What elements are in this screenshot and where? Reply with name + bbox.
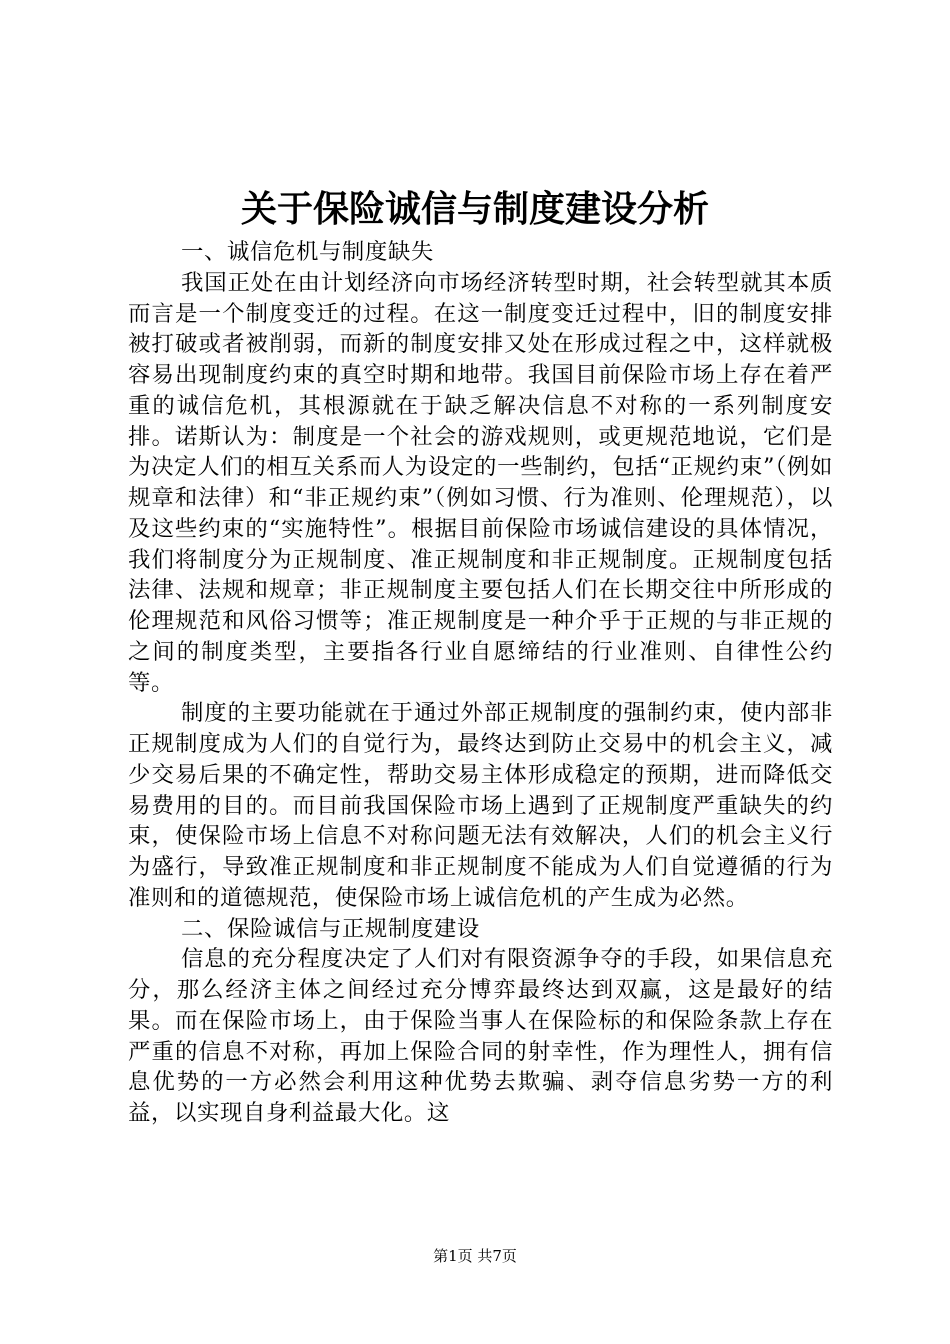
section-1-paragraph-1: 我国正处在由计划经济向市场经济转型时期，社会转型就其本质而言是一个制度变迁的过程。在这一制度变迁过程中，旧的制度安排被打破或者被削弱，而新的制度安排又处在形成过程之中，这样就极容易出现制度约束的真空时期和地带。我国目前保险市场上存在着严重的诚信危机，其根源就在于缺乏解决信息不对称的一系列制度安排。诺斯认为：制度是一个社会的游戏规则，或更规范地说，它们是为决定人们的相互关系而人为设定的一些制约，包括“正规约束”（例如规章和法律）和“非正规约束”（例如习惯、行为准则、伦理规范），以及这些约束的“实施特性”。根据目前保险市场诚信建设的具体情况，我们将制度分为正规制度、准正规制度和非正规制度。正规制度包括法律、法规和规章；非正规制度主要包括人们在长期交往中所形成的伦理规范和风俗习惯等；准正规制度是一种介乎于正规的与非正规的之间的制度类型，主要指各行业自愿缔结的行业准则、自律性公约等。 [128, 269, 833, 696]
section-heading-1: 一、诚信危机与制度缺失 [181, 239, 434, 265]
section-2-paragraph-1: 信息的充分程度决定了人们对有限资源争夺的手段，如果信息充分，那么经济主体之间经过充分博弈最终达到双赢，这是最好的结果。而在保险市场上，由于保险当事人在保险标的和保险条款上存在严重的信息不对称，再加上保险合同的射幸性，作为理性人，拥有信息优势的一方必然会利用这种优势去欺骗、剥夺信息劣势一方的利益，以实现自身利益最大化。这 [128, 946, 833, 1126]
page-footer: 第1页 共7页 [433, 1247, 517, 1265]
section-heading-2: 二、保险诚信与正规制度建设 [181, 915, 480, 942]
document-body [128, 237, 833, 1129]
section-1-paragraph-2: 制度的主要功能就在于通过外部正规制度的强制约束，使内部非正规制度成为人们的自觉行为，最终达到防止交易中的机会主义，减少交易后果的不确定性，帮助交易主体形成稳定的预期，进而降低交易费用的目的。而目前我国保险市场上遇到了正规制度严重缺失的约束，使保险市场上信息不对称问题无法有效解决，人们的机会主义行为盛行，导致准正规制度和非正规制度不能成为人们自觉遵循的行为准则和的道德规范，使保险市场上诚信危机的产生成为必然。 [128, 700, 833, 911]
document-title: 关于保险诚信与制度建设分析 [240, 188, 709, 230]
